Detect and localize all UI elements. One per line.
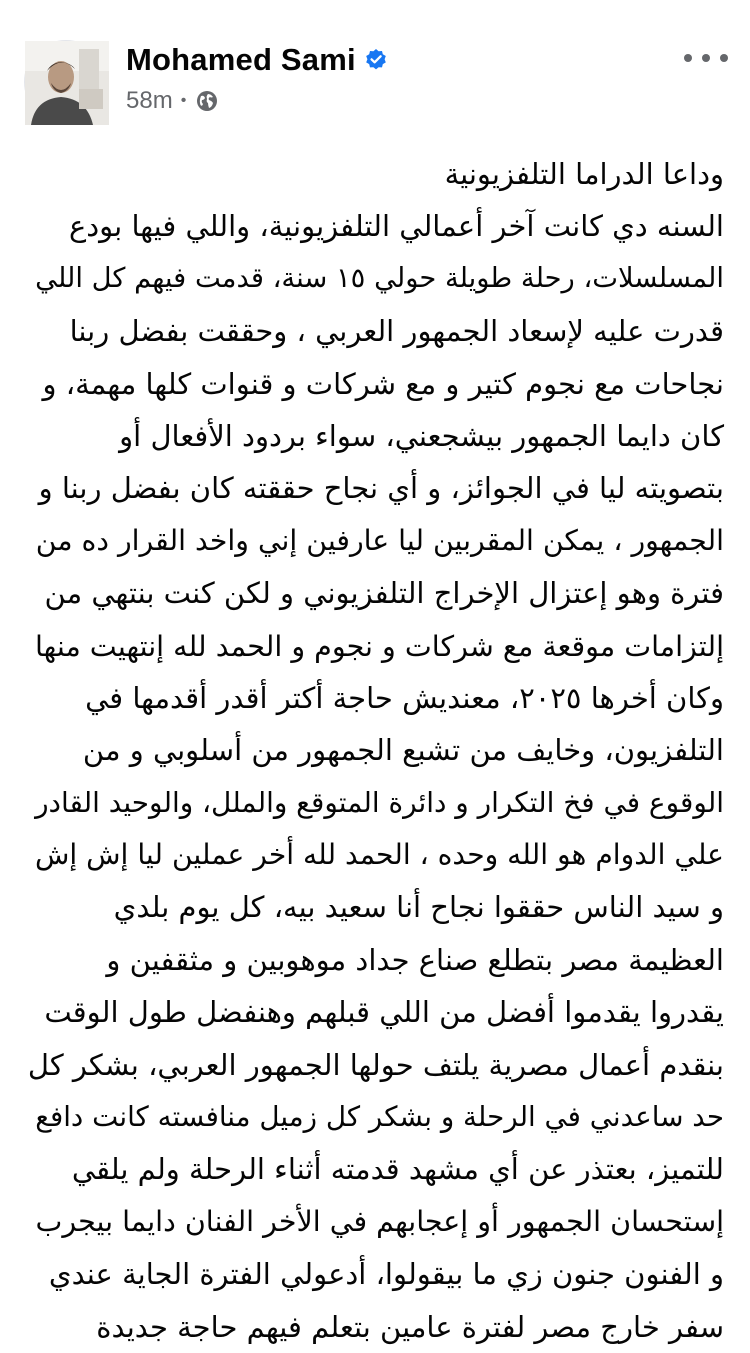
post-meta <box>126 86 218 116</box>
post-text-line: سفر خارج مصر لفترة عامين بتعلم فيهم حاجة جديدة <box>96 1309 724 1344</box>
post-text-line: التلفزيون، وخايف من تشبع الجمهور من أسلوبي و من <box>82 733 724 768</box>
post-text-line: حد ساعدني في الرحلة و بشكر كل زميل منافسته كانت دافع <box>35 1100 724 1134</box>
post-header <box>0 0 750 130</box>
meta-separator: • <box>180 92 187 109</box>
verified-badge-icon <box>364 48 388 72</box>
post-text-line: إستحسان الجمهور أو إعجابهم في الأخر الفنان دايما بيجرب <box>35 1204 724 1238</box>
post-text <box>28 148 724 1353</box>
post-text-line: قدرت عليه لإسعاد الجمهور العربي ، وحققت بفضل ربنا <box>69 314 724 349</box>
post-text-line: وكان أخرها ٢٠٢٥، معنديش حاجة أكتر أقدر أقدمها في <box>85 680 724 715</box>
post-text-line: للتميز، بعتذر عن أي مشهد قدمته أثناء الرحلة ولم يلقي <box>71 1152 724 1187</box>
post-text-line: كان دايما الجمهور بيشجعني، سواء بردود الأفعال أو <box>119 418 724 453</box>
post-timestamp[interactable]: 58m <box>126 87 173 114</box>
post-title-line: وداعا الدراما التلفزيونية <box>444 157 724 191</box>
post-text-line: الجمهور ، يمكن المقربين ليا عارفين إني واخد القرار ده من <box>35 523 724 557</box>
post-text-line: السنه دي كانت آخر أعمالي التلفزيونية، واللي فيها بودع <box>68 209 724 244</box>
post-text-line: فترة وهو إعتزال الإخراج التلفزيوني و لكن كنت بنتهي من <box>44 576 724 611</box>
author-name[interactable]: Mohamed Sami <box>126 42 356 77</box>
post-text-line: الوقوع في فخ التكرار و دائرة المتوقع والملل، والوحيد القادر <box>35 785 724 819</box>
author-name-row <box>126 40 388 80</box>
post-text-line: علي الدوام هو الله وحده ، الحمد لله أخر عملين ليا إش إش <box>34 838 724 872</box>
more-options-icon[interactable] <box>684 46 728 70</box>
post-text-line: بتصويته ليا في الجوائز، و أي نجاح حققته كان بفضل ربنا و <box>38 471 724 506</box>
post-text-line: و سيد الناس حققوا نجاح أنا سعيد بيه، كل يوم بلدي <box>113 890 724 925</box>
more-dot <box>720 54 728 62</box>
more-dot <box>702 54 710 62</box>
post-text-line: نجاحات مع نجوم كتير و مع شركات و قنوات كلها مهمة، و <box>42 366 724 401</box>
more-dot <box>684 54 692 62</box>
post-text-line: يقدروا يقدموا أفضل من اللي قبلهم وهنفضل طول الوقت <box>44 995 724 1030</box>
author-avatar[interactable] <box>24 40 108 124</box>
globe-icon[interactable] <box>196 90 218 112</box>
post-text-line: و الفنون جنون زي ما بيقولوا، أدعولي الفترة الجاية عندي <box>48 1257 724 1292</box>
post-text-line: العظيمة مصر بتطلع صناع جداد موهوبين و مثقفين و <box>106 942 724 977</box>
post-text-line: بنقدم أعمال مصرية يلتف حولها الجمهور العربي، بشكر كل <box>27 1047 724 1082</box>
post-text-line: المسلسلات، رحلة طويلة حولي ١٥ سنة، قدمت فيهم كل اللي <box>35 262 724 294</box>
post-text-line: إلتزامات موقعة مع شركات و نجوم و الحمد لله إنتهيت منها <box>34 628 724 663</box>
